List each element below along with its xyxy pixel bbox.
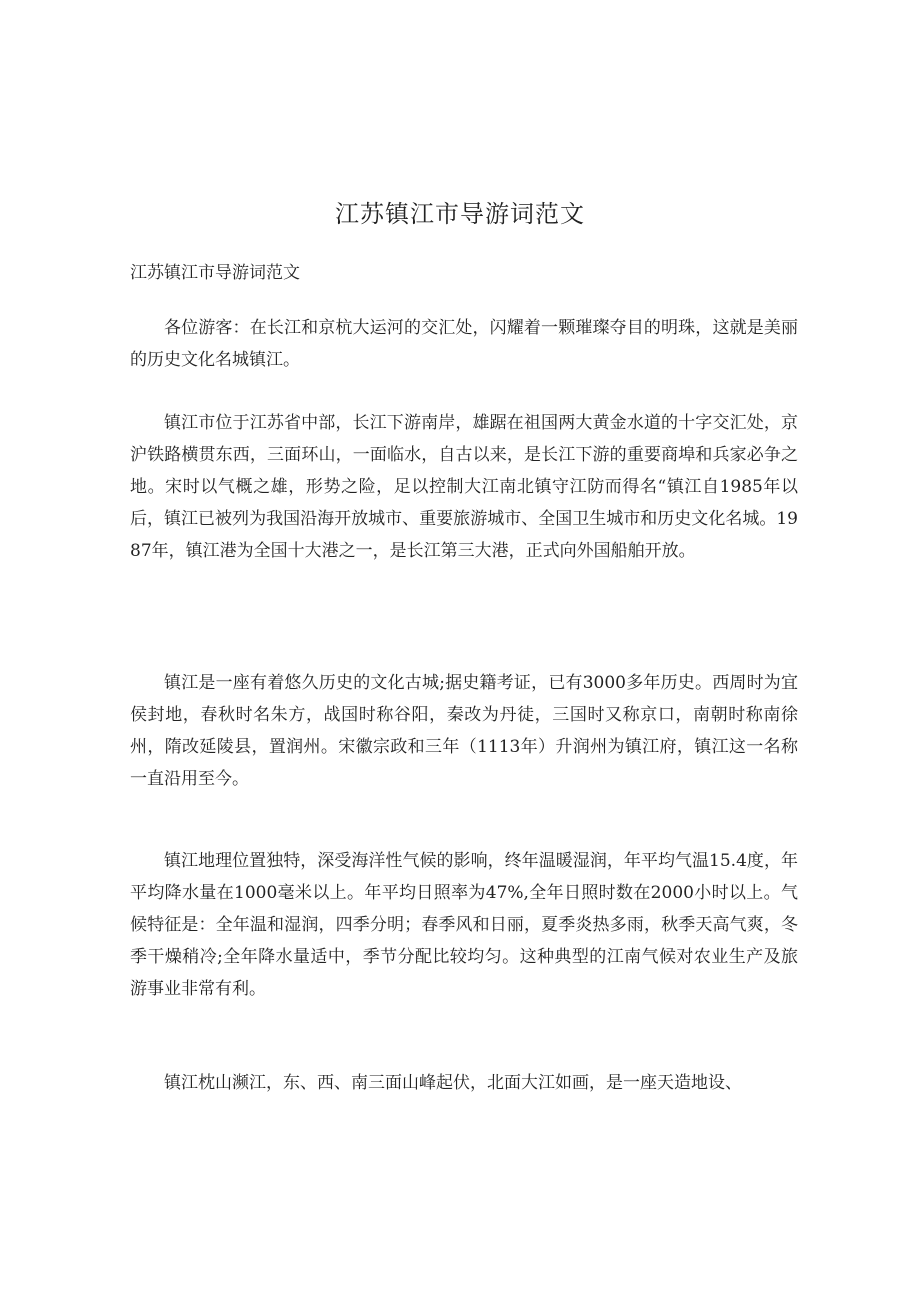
- paragraph-history: 镇江是一座有着悠久历史的文化古城;据史籍考证，已有3000多年历史。西周时为宜侯封地，春秋时名朱方，战国时称谷阳，秦改为丹徒，三国时又称京口，南朝时称南徐州，隋改延陵县，置润州。宋徽宗政和三年（1113年）升润州为镇江府，镇江这一名称一直沿用至今。: [130, 673, 798, 789]
- document-title: 江苏镇江市导游词范文: [335, 200, 585, 228]
- paragraph-location: 镇江市位于江苏省中部，长江下游南岸，雄踞在祖国两大黄金水道的十字交汇处，京沪铁路横贯东西，三面环山，一面临水，自古以来，是长江下游的重要商埠和兵家必争之地。宋时以气概之雄，形势之险，足以控制大江南北镇守江防而得名“镇江自1985年以后，镇江已被列为我国沿海开放城市、重要旅游城市、全国卫生城市和历史文化名城。1987年，镇江港为全国十大港之一，是长江第三大港，正式向外国船舶开放。: [130, 413, 798, 561]
- document-subtitle: 江苏镇江市导游词范文: [130, 263, 300, 283]
- paragraph-landscape: 镇江枕山濒江，东、西、南三面山峰起伏，北面大江如画，是一座天造地设、: [164, 1073, 742, 1093]
- paragraph-intro: 各位游客：在长江和京杭大运河的交汇处，闪耀着一颗璀璨夺目的明珠，这就是美丽的历史文化名城镇江。: [130, 318, 798, 370]
- paragraph-climate: 镇江地理位置独特，深受海洋性气候的影响，终年温暖湿润，年平均气温15.4度，年平均降水量在1000毫米以上。年平均日照率为47%,全年日照时数在2000小时以上。气候特征是：全年温和湿润，四季分明；春季风和日丽，夏季炎热多雨，秋季天高气爽，冬季干燥稍冷;全年降水量适中，季节分配比较均匀。这种典型的江南气候对农业生产及旅游事业非常有利。: [130, 851, 798, 999]
